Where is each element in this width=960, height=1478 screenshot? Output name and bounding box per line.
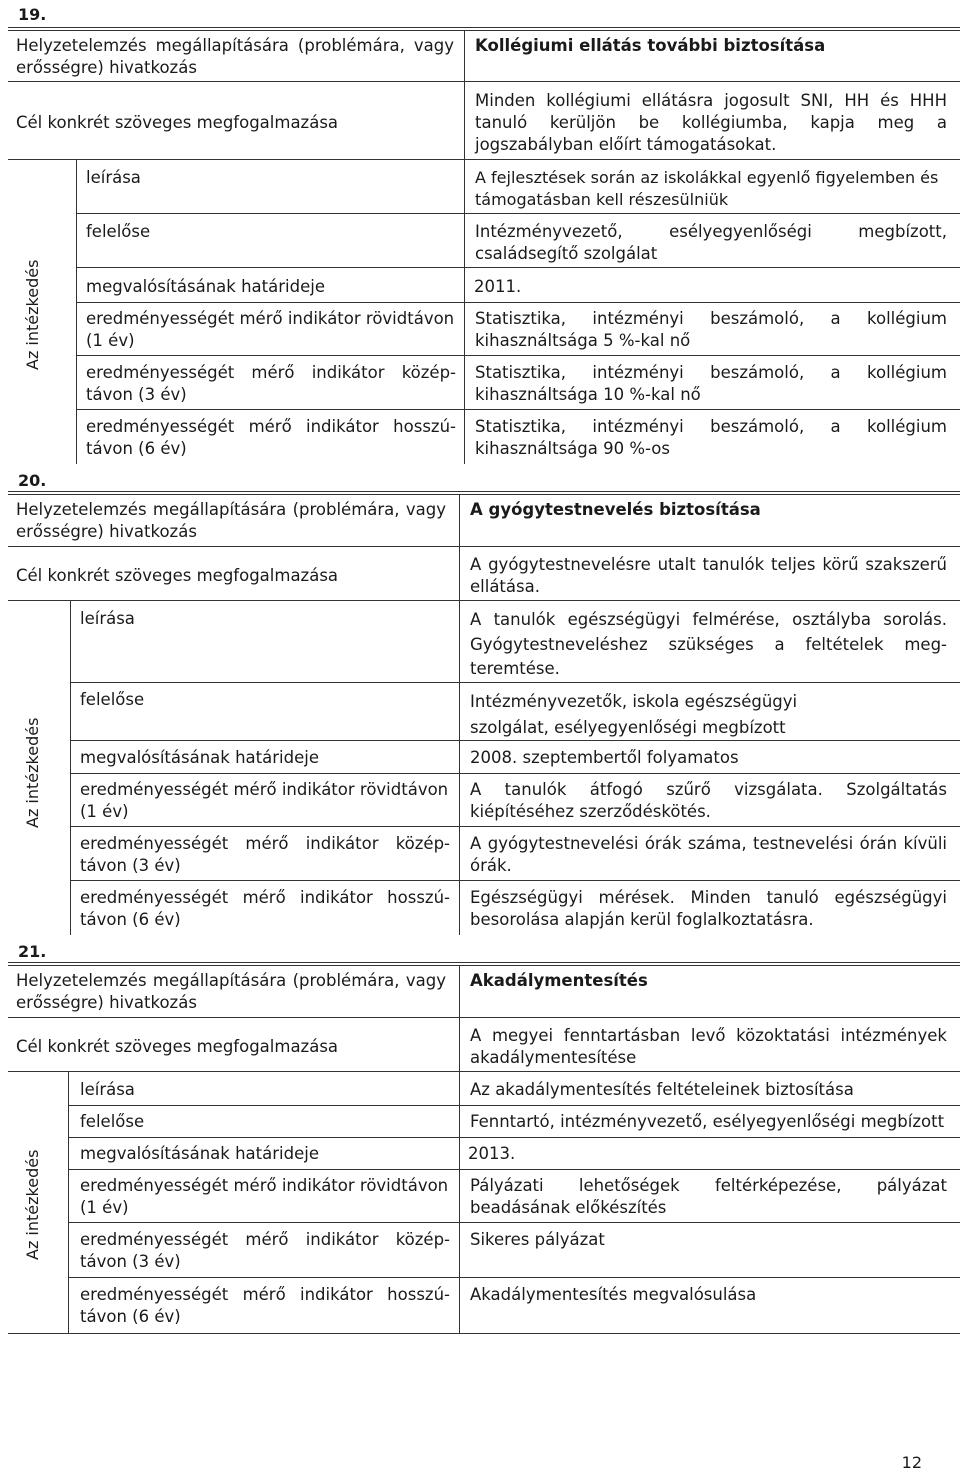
responsible-value: Intézményvezetők, iskola egészségügyi szolgálat, esélyegyenlőségi megbízott <box>470 692 798 737</box>
deadline-label: megvalósításának határideje <box>80 1144 319 1163</box>
indicator-long-value: Egészségügyi mérések. Minden tanuló egészségügyi besorolása alapján kerül foglalkoztatásra. <box>470 888 947 929</box>
goal-label: Cél konkrét szöveges megfogalmazása <box>16 1037 339 1056</box>
divider <box>70 880 960 881</box>
indicator-long-label: eredményességét mérő indikátor hosszú-távon (6 év) <box>80 888 450 929</box>
indicator-short-value: A tanulók átfogó szűrő vizsgálata. Szolgáltatás kiépítéséhez szerződéskötés. <box>470 780 947 821</box>
divider <box>68 1222 960 1223</box>
divider <box>68 1137 960 1138</box>
divider <box>8 27 960 28</box>
deadline-value: 2013. <box>468 1144 516 1163</box>
problem-ref-label: Helyzetelemzés megállapítására (problémára, vagy erősségre) hivatkozás <box>16 971 446 1012</box>
divider <box>8 1017 960 1018</box>
problem-value: Kollégiumi ellátás további biztosítása <box>475 36 826 55</box>
responsible-value: Fenntartó, intézményvezető, esélyegyenlőségi megbízott <box>470 1112 945 1131</box>
deadline-label: megvalósításának határideje <box>80 748 319 767</box>
responsible-label: felelőse <box>80 1112 145 1131</box>
problem-value: A gyógytestnevelés biztosítása <box>470 500 761 519</box>
divider <box>76 302 960 303</box>
side-label: Az intézkedés <box>23 717 42 828</box>
divider <box>70 682 960 683</box>
divider <box>8 1071 960 1072</box>
description-value: A tanulók egészségügyi felmérése, osztályba sorolás. Gyógytestneveléshez szükséges a feltételek meg-teremtése. <box>470 610 947 678</box>
divider <box>76 213 960 214</box>
section-number: 19. <box>18 5 47 24</box>
divider <box>459 494 460 935</box>
goal-label: Cél konkrét szöveges megfogalmazása <box>16 566 339 585</box>
indicator-mid-value: A gyógytestnevelési órák száma, testnevelési órán kívüli órák. <box>470 834 947 875</box>
section-number: 20. <box>18 471 47 490</box>
divider <box>68 1071 69 1333</box>
divider <box>8 159 960 160</box>
divider <box>8 81 960 82</box>
deadline-value: 2008. szeptembertől folyamatos <box>470 748 739 767</box>
page-number: 12 <box>901 1453 922 1472</box>
divider <box>68 1277 960 1278</box>
indicator-mid-label: eredményességét mérő indikátor közép-távon (3 év) <box>80 1230 450 1271</box>
side-label: Az intézkedés <box>23 1149 42 1260</box>
description-label: leírása <box>80 1080 135 1099</box>
divider <box>70 740 960 741</box>
divider <box>70 826 960 827</box>
responsible-value: Intézményvezető, esélyegyenlőségi megbízott, családsegítő szolgálat <box>475 222 947 263</box>
indicator-mid-label: eredményességét mérő indikátor közép-távon (3 év) <box>80 834 450 875</box>
description-value: A fejlesztések során az iskolákkal egyenlő figyelemben és támogatásban kell részesülniük <box>475 168 939 209</box>
divider <box>8 1333 960 1334</box>
divider <box>76 409 960 410</box>
goal-value: A megyei fenntartásban levő közoktatási intézmények akadálymentesítése <box>470 1026 947 1067</box>
description-label: leírása <box>86 168 141 187</box>
side-label: Az intézkedés <box>23 259 42 370</box>
divider <box>8 494 960 495</box>
problem-value: Akadálymentesítés <box>470 971 648 990</box>
divider <box>464 30 465 464</box>
divider <box>8 546 960 547</box>
divider <box>70 773 960 774</box>
problem-ref-label: Helyzetelemzés megállapítására (problémára, vagy erősségre) hivatkozás <box>16 36 454 77</box>
description-value: Az akadálymentesítés feltételeinek biztosítása <box>470 1080 854 1099</box>
section-number: 21. <box>18 942 47 961</box>
indicator-short-value: Statisztika, intézményi beszámoló, a kollégium kihasználtsága 5 %-kal nő <box>475 309 947 350</box>
indicator-long-value: Statisztika, intézményi beszámoló, a kollégium kihasználtsága 90 %-os <box>475 417 947 458</box>
description-label: leírása <box>80 609 135 628</box>
indicator-mid-value: Statisztika, intézményi beszámoló, a kollégium kihasználtsága 10 %-kal nő <box>475 363 947 404</box>
indicator-long-label: eredményességét mérő indikátor hosszú-távon (6 év) <box>80 1285 450 1326</box>
responsible-label: felelőse <box>80 690 145 709</box>
divider <box>76 267 960 268</box>
divider <box>8 965 960 966</box>
goal-label: Cél konkrét szöveges megfogalmazása <box>16 113 339 132</box>
divider <box>68 1105 960 1106</box>
indicator-mid-value: Sikeres pályázat <box>470 1230 605 1249</box>
indicator-short-label: eredményességét mérő indikátor rövidtávon (1 év) <box>80 1176 449 1217</box>
divider <box>459 965 460 1333</box>
goal-value: A gyógytestnevelésre utalt tanulók teljes körű szakszerű ellátása. <box>470 555 947 596</box>
problem-ref-label: Helyzetelemzés megállapítására (problémára, vagy erősségre) hivatkozás <box>16 500 446 541</box>
divider <box>8 30 960 31</box>
deadline-label: megvalósításának határideje <box>86 277 325 296</box>
divider <box>76 355 960 356</box>
divider <box>70 600 71 935</box>
divider <box>8 491 960 492</box>
indicator-long-label: eredményességét mérő indikátor hosszú-távon (6 év) <box>86 417 456 458</box>
deadline-value: 2011. <box>474 277 522 296</box>
divider <box>8 962 960 963</box>
indicator-long-value: Akadálymentesítés megvalósulása <box>470 1285 757 1304</box>
indicator-short-label: eredményességét mérő indikátor rövidtávon (1 év) <box>86 309 455 350</box>
responsible-label: felelőse <box>86 222 151 241</box>
divider <box>68 1169 960 1170</box>
indicator-short-value: Pályázati lehetőségek feltérképezése, pályázat beadásának előkészítés <box>470 1176 947 1217</box>
indicator-short-label: eredményességét mérő indikátor rövidtávon (1 év) <box>80 780 449 821</box>
goal-value: Minden kollégiumi ellátásra jogosult SNI, HH és HHH tanuló kerüljön be kollégiumba, kapja meg a jogszabályban előírt támogatásokat. <box>475 91 947 154</box>
indicator-mid-label: eredményességét mérő indikátor közép-távon (3 év) <box>86 363 456 404</box>
divider <box>76 159 77 464</box>
divider <box>8 600 960 601</box>
